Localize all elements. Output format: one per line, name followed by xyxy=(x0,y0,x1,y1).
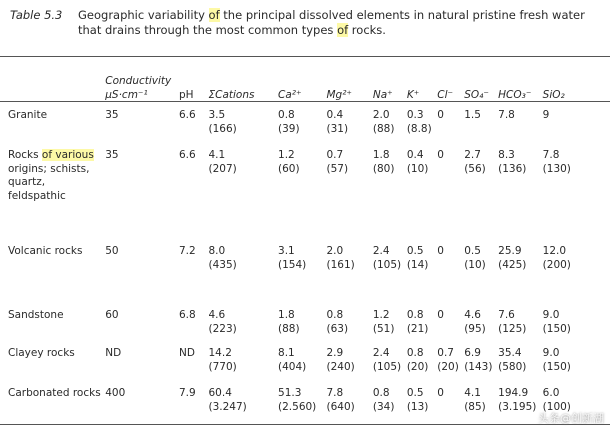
value-cell xyxy=(496,105,541,145)
value: 1.8 xyxy=(278,309,295,321)
value-equivalent: (31) xyxy=(326,122,349,135)
rock-type-cell xyxy=(0,145,103,241)
value: 9.0 xyxy=(542,347,560,359)
value-equivalent: (770) xyxy=(208,360,237,373)
value: 0.5 xyxy=(406,245,424,257)
caption-fragment: the principal dissolved elements in natural pristine fresh water that drains through the most common types xyxy=(78,8,585,37)
value: 2.4 xyxy=(372,347,390,359)
value: 2.9 xyxy=(326,347,344,359)
value: 0 xyxy=(437,387,444,399)
value-cell xyxy=(405,241,435,305)
value-cell xyxy=(371,383,405,423)
value: 51.3 xyxy=(278,387,302,399)
value-cell xyxy=(177,343,207,383)
value-equivalent: (105) xyxy=(372,258,402,271)
value-cell xyxy=(405,343,435,383)
value: 2.0 xyxy=(372,109,390,121)
value: 9.0 xyxy=(542,309,560,321)
value-equivalent: (51) xyxy=(372,322,395,335)
value: 8.3 xyxy=(498,149,515,161)
value-cell xyxy=(103,305,177,343)
value: ND xyxy=(179,347,195,359)
value: 3.1 xyxy=(278,245,295,257)
column-header xyxy=(462,58,496,105)
value-cell xyxy=(462,343,496,383)
value-equivalent: (95) xyxy=(464,322,486,335)
value: 1.2 xyxy=(278,149,295,161)
value-cell xyxy=(103,241,177,305)
value: 6.0 xyxy=(542,387,560,399)
value-equivalent: (161) xyxy=(326,258,355,271)
column-header-label: HCO₃⁻ xyxy=(498,88,532,101)
value-cell xyxy=(325,145,371,241)
value-equivalent: (640) xyxy=(326,400,355,413)
value-equivalent: (8.8) xyxy=(406,122,432,135)
column-header xyxy=(405,58,435,105)
value-cell xyxy=(371,305,405,343)
value-equivalent: (63) xyxy=(326,322,349,335)
value: 400 xyxy=(105,387,126,399)
value-cell xyxy=(435,343,462,383)
table-row xyxy=(0,383,604,423)
value: 0.8 xyxy=(406,347,424,359)
value-equivalent: (39) xyxy=(278,122,300,135)
value-cell xyxy=(435,383,462,423)
value-cell xyxy=(541,145,604,241)
value: 2.7 xyxy=(464,149,481,161)
rock-type-cell xyxy=(0,105,103,145)
column-header-label: K⁺ xyxy=(406,88,420,101)
value: 0 xyxy=(437,309,444,321)
value-cell xyxy=(276,105,324,145)
value: 14.2 xyxy=(208,347,232,359)
rock-type-text: Granite xyxy=(8,109,48,121)
value: 50 xyxy=(105,245,119,257)
watermark: 头条@创新湖 xyxy=(538,412,604,425)
value-cell xyxy=(371,343,405,383)
value-cell xyxy=(405,305,435,343)
value: 7.2 xyxy=(179,245,196,257)
rock-type-text: Carbonated rocks xyxy=(8,387,101,399)
value-cell xyxy=(496,241,541,305)
table-row xyxy=(0,343,604,383)
value-cell xyxy=(276,343,324,383)
value: 35.4 xyxy=(498,347,522,359)
value-equivalent: (13) xyxy=(406,400,429,413)
value: 6.8 xyxy=(179,309,196,321)
rock-type-text: Volcanic rocks xyxy=(8,245,83,257)
value-equivalent: (154) xyxy=(278,258,307,271)
top-rule xyxy=(0,56,610,57)
value-cell xyxy=(177,145,207,241)
column-header xyxy=(371,58,405,105)
value-equivalent: (88) xyxy=(372,122,395,135)
value-cell xyxy=(405,105,435,145)
value: 0.7 xyxy=(437,347,454,359)
column-header xyxy=(103,58,177,105)
caption-highlight: of xyxy=(208,8,220,22)
value-cell xyxy=(276,241,324,305)
column-header xyxy=(496,58,541,105)
value-cell xyxy=(207,343,277,383)
value-cell xyxy=(207,241,277,305)
column-header-label: SiO₂ xyxy=(542,88,565,101)
value-cell xyxy=(462,105,496,145)
value-cell xyxy=(103,145,177,241)
value-cell xyxy=(177,241,207,305)
value-equivalent: (34) xyxy=(372,400,395,413)
value-cell xyxy=(435,105,462,145)
value-cell xyxy=(541,305,604,343)
value: 0.8 xyxy=(278,109,295,121)
value: 6.6 xyxy=(179,109,196,121)
value-cell xyxy=(496,145,541,241)
value-cell xyxy=(371,105,405,145)
value: 60.4 xyxy=(208,387,232,399)
value: 0.4 xyxy=(326,109,344,121)
value-cell xyxy=(207,145,277,241)
value-equivalent: (10) xyxy=(464,258,486,271)
value-cell xyxy=(435,241,462,305)
value-cell xyxy=(325,241,371,305)
rock-type-text: origins; schists, quartz, feldspathic xyxy=(8,162,90,202)
value: 6.9 xyxy=(464,347,481,359)
value-cell xyxy=(496,343,541,383)
value-equivalent: (20) xyxy=(437,360,459,373)
value-cell xyxy=(276,145,324,241)
rock-type-cell xyxy=(0,383,103,423)
value: 4.6 xyxy=(464,309,481,321)
rock-type-cell xyxy=(0,343,103,383)
value-equivalent: (223) xyxy=(208,322,237,335)
value-equivalent: (150) xyxy=(542,322,571,335)
caption-text xyxy=(78,8,606,38)
value: ND xyxy=(105,347,122,359)
value: 60 xyxy=(105,309,119,321)
value: 7.9 xyxy=(179,387,196,399)
value-equivalent: (130) xyxy=(542,162,571,175)
value-cell xyxy=(325,383,371,423)
column-header xyxy=(435,58,462,105)
value: 7.8 xyxy=(542,149,560,161)
table-caption xyxy=(10,8,606,38)
value-equivalent: (240) xyxy=(326,360,355,373)
rock-type-cell xyxy=(0,241,103,305)
value: 35 xyxy=(105,109,119,121)
column-header xyxy=(325,58,371,105)
value-cell xyxy=(207,105,277,145)
value: 0.7 xyxy=(326,149,344,161)
value: 0.5 xyxy=(406,387,424,399)
value-cell xyxy=(103,105,177,145)
value-equivalent: (56) xyxy=(464,162,486,175)
value-cell xyxy=(371,241,405,305)
header-row xyxy=(0,58,604,105)
value: 0.8 xyxy=(372,387,390,399)
rock-type-text: Clayey rocks xyxy=(8,347,75,359)
value: 12.0 xyxy=(542,245,567,257)
rock-type-text: Sandstone xyxy=(8,309,64,321)
caption-fragment: Geographic variability xyxy=(78,8,209,22)
column-header-label: Cl⁻ xyxy=(437,88,454,101)
value-cell xyxy=(276,305,324,343)
value-cell xyxy=(405,145,435,241)
column-header-label: μS·cm⁻¹ xyxy=(105,88,148,101)
data-table xyxy=(0,58,604,423)
value: 0.8 xyxy=(406,309,424,321)
column-header xyxy=(207,58,277,105)
value-equivalent: (2.560) xyxy=(278,400,317,413)
rock-type-text: Rocks xyxy=(8,149,42,161)
value-equivalent: (88) xyxy=(278,322,300,335)
rock-type-cell xyxy=(0,305,103,343)
value-equivalent: (57) xyxy=(326,162,349,175)
value-cell xyxy=(177,305,207,343)
value-cell xyxy=(325,105,371,145)
value-cell xyxy=(325,343,371,383)
value-cell xyxy=(405,383,435,423)
value-cell xyxy=(462,241,496,305)
value-cell xyxy=(541,241,604,305)
value: 4.1 xyxy=(464,387,481,399)
value-cell xyxy=(496,383,541,423)
value-equivalent: (105) xyxy=(372,360,402,373)
value-cell xyxy=(103,343,177,383)
value: 0 xyxy=(437,149,444,161)
value: 2.4 xyxy=(372,245,390,257)
value-cell xyxy=(207,383,277,423)
column-header-top: Conductivity xyxy=(105,75,172,87)
column-header xyxy=(177,58,207,105)
value: 35 xyxy=(105,149,119,161)
value: 6.6 xyxy=(179,149,196,161)
value-cell xyxy=(276,383,324,423)
value-equivalent: (166) xyxy=(208,122,237,135)
column-header xyxy=(0,58,103,105)
value-cell xyxy=(207,305,277,343)
caption-fragment: rocks. xyxy=(348,23,386,37)
value: 0.8 xyxy=(326,309,344,321)
caption-highlight: of xyxy=(337,23,349,37)
value-equivalent: (21) xyxy=(406,322,429,335)
value-cell xyxy=(103,383,177,423)
value-cell xyxy=(177,383,207,423)
value: 0 xyxy=(437,245,444,257)
value-equivalent: (3.195) xyxy=(498,400,537,413)
value: 0.3 xyxy=(406,109,424,121)
value: 1.2 xyxy=(372,309,390,321)
value-cell xyxy=(462,383,496,423)
value: 0.5 xyxy=(464,245,481,257)
value-cell xyxy=(462,305,496,343)
value-cell xyxy=(541,343,604,383)
value: 3.5 xyxy=(208,109,226,121)
column-header-label: SO₄⁻ xyxy=(464,88,489,101)
value-equivalent: (143) xyxy=(464,360,493,373)
value-cell xyxy=(435,145,462,241)
value-cell xyxy=(496,305,541,343)
column-header-label: ΣCations xyxy=(208,88,255,101)
column-header xyxy=(276,58,324,105)
value: 194.9 xyxy=(498,387,529,399)
column-header-label: pH xyxy=(179,88,194,101)
value: 0.4 xyxy=(406,149,424,161)
value-equivalent: (136) xyxy=(498,162,527,175)
value-equivalent: (100) xyxy=(542,400,571,413)
column-header-label: Na⁺ xyxy=(372,88,393,101)
value: 4.1 xyxy=(208,149,226,161)
table-row xyxy=(0,241,604,305)
value-cell xyxy=(371,145,405,241)
table-row xyxy=(0,305,604,343)
value-equivalent: (200) xyxy=(542,258,571,271)
value-equivalent: (20) xyxy=(406,360,429,373)
value: 8.1 xyxy=(278,347,295,359)
value: 2.0 xyxy=(326,245,344,257)
value-equivalent: (3.247) xyxy=(208,400,247,413)
value-equivalent: (85) xyxy=(464,400,486,413)
value-equivalent: (125) xyxy=(498,322,527,335)
value-equivalent: (60) xyxy=(278,162,300,175)
value-equivalent: (207) xyxy=(208,162,237,175)
value: 4.6 xyxy=(208,309,226,321)
value-equivalent: (10) xyxy=(406,162,429,175)
column-header-label: Ca²⁺ xyxy=(278,88,302,101)
table-number: Table 5.3 xyxy=(10,8,63,22)
column-header-label: Mg²⁺ xyxy=(326,88,352,101)
value-equivalent: (80) xyxy=(372,162,395,175)
header-rule xyxy=(0,101,610,102)
rock-type-highlight: of various xyxy=(41,149,94,161)
value-cell xyxy=(462,145,496,241)
value: 7.8 xyxy=(498,109,515,121)
value: 25.9 xyxy=(498,245,522,257)
value: 8.0 xyxy=(208,245,226,257)
value: 0 xyxy=(437,109,444,121)
value-equivalent: (425) xyxy=(498,258,527,271)
value-cell xyxy=(541,105,604,145)
value-cell xyxy=(435,305,462,343)
table-row xyxy=(0,105,604,145)
value: 7.6 xyxy=(498,309,515,321)
value: 1.8 xyxy=(372,149,390,161)
value-equivalent: (14) xyxy=(406,258,429,271)
value: 7.8 xyxy=(326,387,344,399)
value-equivalent: (150) xyxy=(542,360,571,373)
bottom-rule xyxy=(0,424,610,425)
value: 1.5 xyxy=(464,109,481,121)
table-row xyxy=(0,145,604,241)
value-cell xyxy=(177,105,207,145)
value-equivalent: (580) xyxy=(498,360,527,373)
column-header xyxy=(541,58,604,105)
value: 9 xyxy=(542,109,550,121)
value-equivalent: (404) xyxy=(278,360,307,373)
value-equivalent: (435) xyxy=(208,258,237,271)
value-cell xyxy=(325,305,371,343)
